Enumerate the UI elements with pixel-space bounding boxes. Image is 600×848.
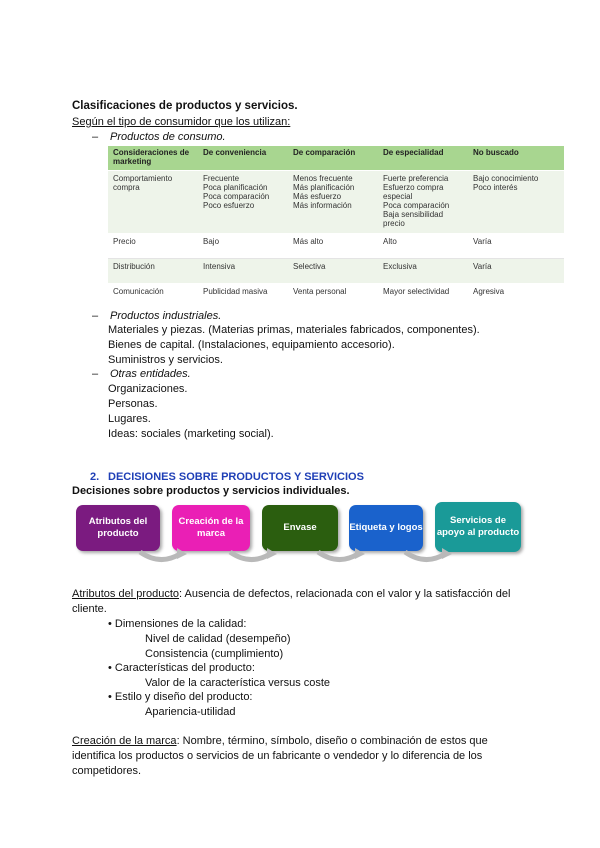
- flow-box-envase: Envase: [262, 505, 338, 551]
- table-header-cell: De especialidad: [378, 146, 468, 171]
- table-cell: Mayor selectividad: [378, 284, 468, 309]
- subheading: Según el tipo de consumidor que los utilizan:: [72, 116, 291, 128]
- sub-item: Apariencia-utilidad: [145, 706, 236, 718]
- list-item: Suministros y servicios.: [108, 354, 223, 366]
- atributos-paragraph: Atributos del producto: Ausencia de defectos, relacionada con el valor y la satisfacción del cliente.: [72, 588, 511, 615]
- table-cell: Fuerte preferencia Esfuerzo compra especial Poca comparación Baja sensibilidad precio: [378, 171, 468, 234]
- section-number: 2.: [90, 471, 100, 483]
- section-title: DECISIONES SOBRE PRODUCTOS Y SERVICIOS: [108, 471, 364, 483]
- table-cell: Comportamiento compra: [108, 171, 198, 234]
- table-cell: Varía: [468, 234, 564, 259]
- list-item: Materiales y piezas. (Materias primas, materiales fabricados, componentes).: [108, 324, 480, 336]
- list-item: Lugares.: [108, 413, 151, 425]
- curved-arrow-icon: [318, 552, 358, 560]
- table-cell: Bajo: [198, 234, 288, 259]
- table-header-cell: De conveniencia: [198, 146, 288, 171]
- classification-table: [108, 146, 564, 308]
- dash-bullet: –: [92, 368, 99, 380]
- section-subtitle: Decisiones sobre productos y servicios individuales.: [72, 485, 350, 497]
- table-row: [108, 259, 564, 284]
- bullet-item: • Estilo y diseño del producto:: [108, 691, 253, 703]
- table-cell: Publicidad masiva: [198, 284, 288, 309]
- consumo-label: Productos de consumo.: [110, 131, 226, 143]
- dash-bullet: –: [92, 310, 99, 322]
- marca-paragraph: Creación de la marca: Nombre, término, símbolo, diseño o combinación de estos que identifica los productos o servicios de un fabricante o vendedor y lo diferencia de los competidores.: [72, 735, 488, 777]
- table-cell: Selectiva: [288, 259, 378, 284]
- flow-box-servicios: Servicios de apoyo al producto: [435, 502, 521, 552]
- curved-arrow-icon: [230, 552, 270, 560]
- arrow-head-icon: [177, 548, 187, 559]
- table-cell: Bajo conocimiento Poco interés: [468, 171, 564, 234]
- page-heading: Clasificaciones de productos y servicios.: [72, 100, 298, 112]
- flow-box-atributos: Atributos del producto: [76, 505, 160, 551]
- table-header-cell: De comparación: [288, 146, 378, 171]
- table-header-cell: No buscado: [468, 146, 564, 171]
- table-cell: Varía: [468, 259, 564, 284]
- list-item: Bienes de capital. (Instalaciones, equipamiento accesorio).: [108, 339, 395, 351]
- bullet-item: • Dimensiones de la calidad:: [108, 618, 247, 630]
- industriales-label: Productos industriales.: [110, 310, 222, 322]
- arrow-head-icon: [267, 548, 277, 559]
- table-header-row: [108, 146, 564, 171]
- table-cell: Venta personal: [288, 284, 378, 309]
- otras-label: Otras entidades.: [110, 368, 191, 380]
- sub-item: Consistencia (cumplimiento): [145, 648, 284, 660]
- table-header-cell: Consideraciones de marketing: [108, 146, 198, 171]
- marca-term: Creación de la marca: [72, 735, 177, 747]
- table-cell: Intensiva: [198, 259, 288, 284]
- arrow-head-icon: [442, 548, 452, 559]
- list-item: Personas.: [108, 398, 158, 410]
- table-cell: Exclusiva: [378, 259, 468, 284]
- table-row: [108, 284, 564, 309]
- sub-item: Valor de la característica versus coste: [145, 677, 331, 689]
- table-cell: Distribución: [108, 259, 198, 284]
- table-cell: Más alto: [288, 234, 378, 259]
- list-item: Ideas: sociales (marketing social).: [108, 428, 274, 440]
- flow-box-etiqueta: Etiqueta y logos: [349, 505, 423, 551]
- dash-bullet: –: [92, 131, 99, 143]
- curved-arrow-icon: [405, 552, 445, 560]
- flow-box-marca: Creación de la marca: [172, 505, 250, 551]
- table-row: [108, 234, 564, 259]
- table-cell: Precio: [108, 234, 198, 259]
- sub-item: Nivel de calidad (desempeño): [145, 633, 291, 645]
- list-item: Organizaciones.: [108, 383, 188, 395]
- table-cell: Comunicación: [108, 284, 198, 309]
- arrow-head-icon: [355, 548, 365, 559]
- table-cell: Menos frecuente Más planificación Más esfuerzo Más información: [288, 171, 378, 234]
- table-cell: Frecuente Poca planificación Poca comparación Poco esfuerzo: [198, 171, 288, 234]
- table-row: [108, 171, 564, 234]
- flow-arrows: [135, 548, 535, 568]
- curved-arrow-icon: [140, 552, 180, 560]
- table-cell: Alto: [378, 234, 468, 259]
- atributos-term: Atributos del producto: [72, 588, 180, 600]
- table-cell: Agresiva: [468, 284, 564, 309]
- bullet-item: • Características del producto:: [108, 662, 255, 674]
